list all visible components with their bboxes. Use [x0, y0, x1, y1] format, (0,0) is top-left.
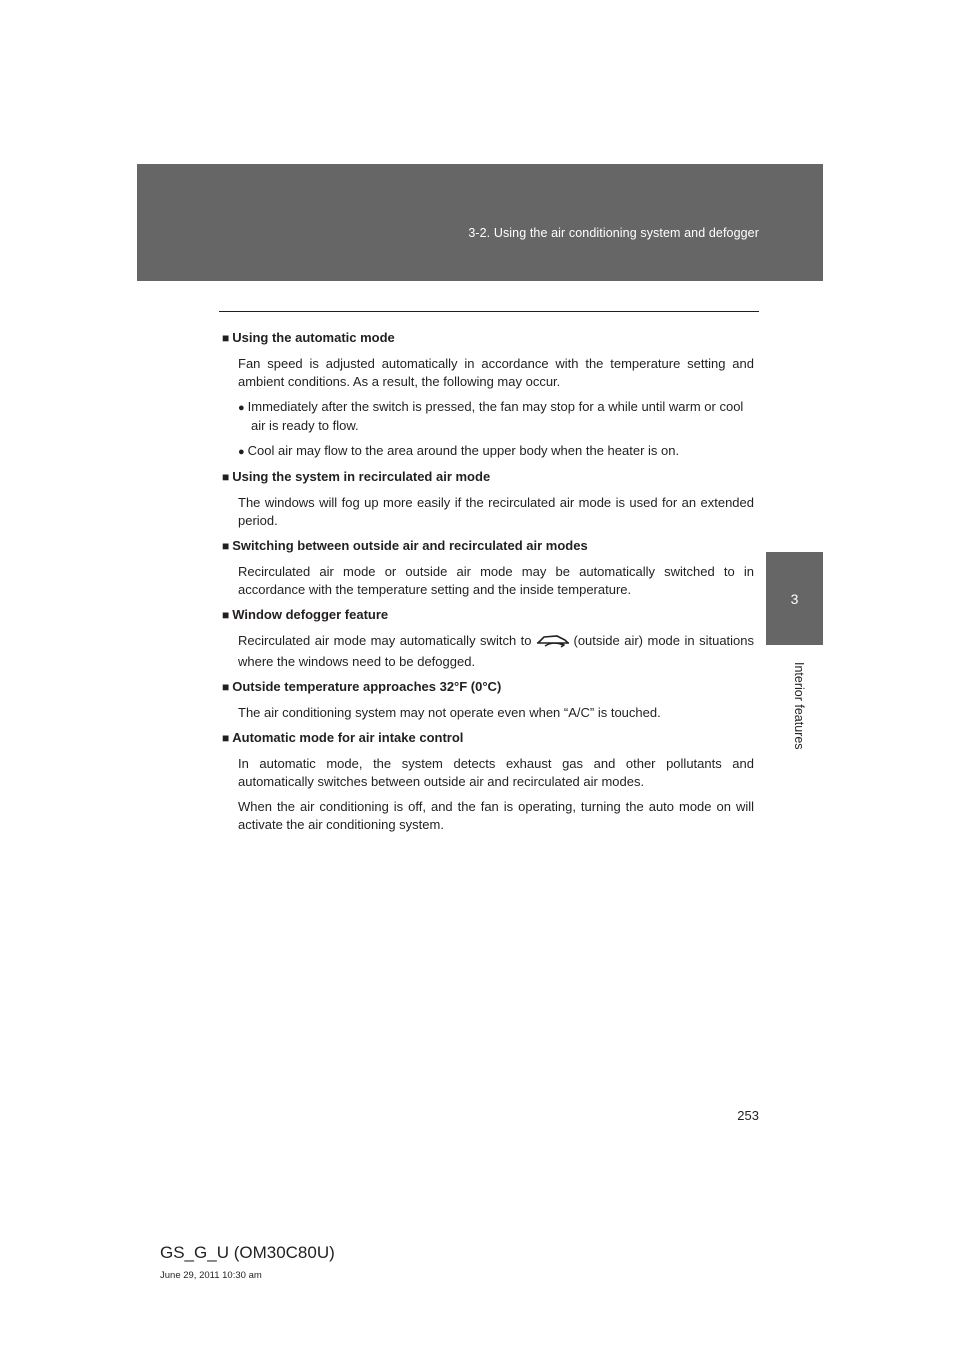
- section-window-defogger: [222, 606, 754, 671]
- outside-air-car-icon: [535, 632, 571, 653]
- section-heading: [222, 537, 754, 555]
- heading-text: Using the automatic mode: [232, 330, 395, 345]
- document-code: GS_G_U (OM30C80U): [160, 1243, 335, 1262]
- square-bullet-icon: ■: [222, 731, 230, 745]
- circle-bullet-icon: ●: [238, 402, 245, 414]
- paragraph: Fan speed is adjusted automatically in accordance with the temperature setting and ambient conditions. As a result, the following may occur.: [238, 356, 754, 389]
- paragraph: [238, 632, 754, 671]
- paragraph: The air conditioning system may not operate even when “A/C” is touched.: [238, 705, 661, 720]
- section-switching-modes: [222, 537, 754, 599]
- section-automatic-mode: [222, 329, 754, 461]
- section-heading: [222, 678, 754, 696]
- circle-bullet-icon: ●: [238, 446, 245, 458]
- square-bullet-icon: ■: [222, 539, 230, 553]
- square-bullet-icon: ■: [222, 680, 230, 694]
- section-heading: [222, 729, 754, 747]
- header-band: [137, 164, 823, 281]
- section-title: 3-2. Using the air conditioning system and defogger: [468, 226, 759, 240]
- page-number: 253: [737, 1108, 759, 1123]
- paragraph: Recirculated air mode or outside air mode may be automatically switched to in accordance with the temperature setting and the inside temperature.: [238, 564, 754, 597]
- paragraph: The windows will fog up more easily if the recirculated air mode is used for an extended period.: [238, 495, 754, 528]
- section-air-intake-control: [222, 729, 754, 834]
- top-rule: [219, 311, 759, 312]
- heading-text: Window defogger feature: [232, 607, 389, 622]
- chapter-tab: 3: [766, 552, 823, 645]
- section-recirculated-mode: [222, 468, 754, 530]
- heading-text: Automatic mode for air intake control: [232, 730, 464, 745]
- chapter-label: Interior features: [792, 662, 806, 750]
- text-before-icon: Recirculated air mode may automatically switch to: [238, 633, 532, 648]
- bullet-item: [238, 442, 754, 461]
- bullet-text: Cool air may flow to the area around the upper body when the heater is on.: [247, 443, 680, 458]
- square-bullet-icon: ■: [222, 470, 230, 484]
- section-heading: [222, 468, 754, 486]
- heading-text: Switching between outside air and recirculated air modes: [232, 538, 588, 553]
- square-bullet-icon: ■: [222, 608, 230, 622]
- paragraph: When the air conditioning is off, and the fan is operating, turning the auto mode on will activate the air conditioning system.: [238, 799, 754, 832]
- heading-text: Using the system in recirculated air mode: [232, 469, 491, 484]
- bullet-item: [238, 398, 754, 435]
- section-heading: [222, 329, 754, 347]
- section-outside-temperature: [222, 678, 754, 722]
- text-after-icon: (outside air) mode in situations where the windows need to be defogged.: [238, 633, 755, 669]
- document-date: June 29, 2011 10:30 am: [160, 1270, 262, 1281]
- heading-text: Outside temperature approaches 32°F (0°C): [232, 679, 502, 694]
- square-bullet-icon: ■: [222, 331, 230, 345]
- paragraph: In automatic mode, the system detects exhaust gas and other pollutants and automatically switches between outside air and recirculated air modes.: [238, 756, 754, 789]
- content: [222, 329, 754, 841]
- section-heading: [222, 606, 754, 624]
- bullet-text: Immediately after the switch is pressed, the fan may stop for a while until warm or cool air is ready to flow.: [247, 399, 744, 433]
